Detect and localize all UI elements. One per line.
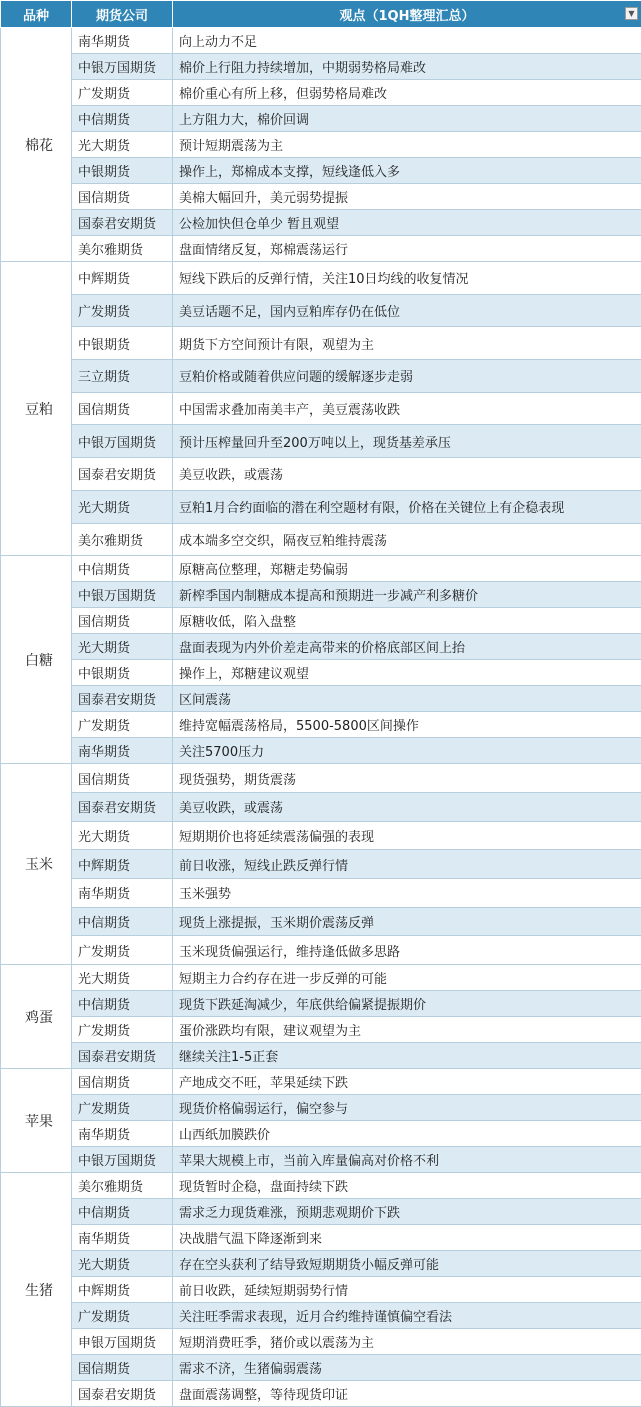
view-cell[interactable]: 维持宽幅震荡格局，5500-5800区间操作 (173, 712, 641, 738)
view-cell[interactable]: 盘面情绪反复，郑棉震荡运行 (173, 236, 641, 262)
company-cell[interactable]: 国信期货 (72, 184, 173, 210)
view-cell[interactable]: 豆粕1月合约面临的潜在利空题材有限，价格在关键位上有企稳表现 (173, 490, 641, 523)
view-cell[interactable]: 预计短期震荡为主 (173, 132, 641, 158)
company-cell[interactable]: 中辉期货 (72, 262, 173, 295)
table-row (1, 425, 641, 458)
column-header-company[interactable]: 期货公司 (72, 1, 173, 28)
company-cell[interactable]: 国信期货 (72, 392, 173, 425)
view-cell[interactable]: 山西纸加膜跌价 (173, 1121, 641, 1147)
view-cell[interactable]: 需求不济，生猪偏弱震荡 (173, 1355, 641, 1381)
view-cell[interactable]: 现货暂时企稳，盘面持续下跌 (173, 1173, 641, 1199)
filter-dropdown-icon[interactable]: ▼ (625, 7, 638, 20)
company-cell[interactable]: 中辉期货 (72, 850, 173, 879)
category-cell[interactable]: 白糖 (1, 556, 72, 764)
view-cell[interactable]: 短期期价也将延续震荡偏强的表现 (173, 821, 641, 850)
table-row (1, 686, 641, 712)
company-cell[interactable]: 广发期货 (72, 294, 173, 327)
view-cell[interactable]: 盘面震荡调整，等待现货印证 (173, 1381, 641, 1407)
company-cell[interactable]: 光大期货 (72, 490, 173, 523)
table-body (1, 28, 641, 1407)
table-row (1, 821, 641, 850)
category-cell[interactable]: 生猪 (1, 1173, 72, 1407)
view-cell[interactable]: 需求乏力现货难涨，预期悲观期价下跌 (173, 1199, 641, 1225)
table-row (1, 106, 641, 132)
category-cell[interactable]: 苹果 (1, 1069, 72, 1173)
table-row (1, 132, 641, 158)
table-row (1, 236, 641, 262)
view-cell[interactable]: 上方阻力大，棉价回调 (173, 106, 641, 132)
company-cell[interactable]: 广发期货 (72, 1303, 173, 1329)
category-cell[interactable]: 豆粕 (1, 262, 72, 556)
company-cell[interactable]: 国泰君安期货 (72, 1043, 173, 1069)
view-cell[interactable]: 棉价重心有所上移，但弱势格局难改 (173, 80, 641, 106)
company-cell[interactable]: 广发期货 (72, 712, 173, 738)
table-row (1, 738, 641, 764)
company-cell[interactable]: 国信期货 (72, 1069, 173, 1095)
table-row (1, 764, 641, 793)
column-header-view[interactable] (173, 1, 641, 28)
view-cell[interactable]: 美豆话题不足，国内豆粕库存仍在低位 (173, 294, 641, 327)
company-cell[interactable]: 南华期货 (72, 878, 173, 907)
company-cell[interactable]: 光大期货 (72, 132, 173, 158)
view-cell[interactable]: 操作上，郑糖建议观望 (173, 660, 641, 686)
company-cell[interactable]: 广发期货 (72, 80, 173, 106)
view-cell[interactable]: 期货下方空间预计有限，观望为主 (173, 327, 641, 360)
company-cell[interactable]: 国信期货 (72, 1355, 173, 1381)
company-cell[interactable]: 中银万国期货 (72, 1147, 173, 1173)
table-row (1, 582, 641, 608)
header-row (1, 1, 641, 28)
table-row (1, 1329, 641, 1355)
view-cell[interactable]: 原糖收低，陷入盘整 (173, 608, 641, 634)
company-cell[interactable]: 中信期货 (72, 556, 173, 582)
view-cell[interactable]: 关注旺季需求表现，近月合约维持谨慎偏空看法 (173, 1303, 641, 1329)
table-row (1, 878, 641, 907)
table-row (1, 660, 641, 686)
view-cell[interactable]: 现货价格偏弱运行，偏空参与 (173, 1095, 641, 1121)
view-cell[interactable]: 短期主力合约存在进一步反弹的可能 (173, 965, 641, 991)
company-cell[interactable]: 中银万国期货 (72, 582, 173, 608)
column-header-view-label: 观点（1QH整理汇总） (340, 9, 475, 24)
company-cell[interactable]: 国信期货 (72, 608, 173, 634)
view-cell[interactable]: 现货上涨提振，玉米期价震荡反弹 (173, 907, 641, 936)
table-row (1, 1225, 641, 1251)
view-cell[interactable]: 美豆收跌，或震荡 (173, 792, 641, 821)
company-cell[interactable]: 中信期货 (72, 106, 173, 132)
column-header-category[interactable]: 品种 (1, 1, 72, 28)
table-row (1, 792, 641, 821)
company-cell[interactable]: 光大期货 (72, 965, 173, 991)
view-cell[interactable]: 成本端多空交织，隔夜豆粕维持震荡 (173, 523, 641, 556)
company-cell[interactable]: 南华期货 (72, 738, 173, 764)
table-row (1, 1121, 641, 1147)
company-cell[interactable]: 美尔雅期货 (72, 523, 173, 556)
view-cell[interactable]: 玉米现货偏强运行，维持逢低做多思路 (173, 936, 641, 965)
view-cell[interactable]: 现货下跌延淘减少，年底供给偏紧提振期价 (173, 991, 641, 1017)
view-cell[interactable]: 棉价上行阻力持续增加，中期弱势格局难改 (173, 54, 641, 80)
table-row (1, 907, 641, 936)
company-cell[interactable]: 中银万国期货 (72, 425, 173, 458)
view-cell[interactable]: 现货强势，期货震荡 (173, 764, 641, 793)
table-row (1, 184, 641, 210)
company-cell[interactable]: 广发期货 (72, 1017, 173, 1043)
view-cell[interactable]: 前日收涨，短线止跌反弹行情 (173, 850, 641, 879)
table-row (1, 523, 641, 556)
table-row (1, 490, 641, 523)
view-cell[interactable]: 存在空头获利了结导致短期期货小幅反弹可能 (173, 1251, 641, 1277)
company-cell[interactable]: 光大期货 (72, 1251, 173, 1277)
view-cell[interactable]: 公检加快但仓单少 暂且观望 (173, 210, 641, 236)
table-row (1, 1251, 641, 1277)
table-row (1, 1095, 641, 1121)
table-row (1, 1199, 641, 1225)
company-cell[interactable]: 美尔雅期货 (72, 1173, 173, 1199)
company-cell[interactable]: 国泰君安期货 (72, 1381, 173, 1407)
view-cell[interactable]: 区间震荡 (173, 686, 641, 712)
category-cell[interactable]: 棉花 (1, 28, 72, 262)
view-cell[interactable]: 产地成交不旺，苹果延续下跌 (173, 1069, 641, 1095)
table-row (1, 262, 641, 295)
company-cell[interactable]: 中信期货 (72, 1199, 173, 1225)
table-row (1, 1043, 641, 1069)
company-cell[interactable]: 广发期货 (72, 1095, 173, 1121)
table-row (1, 712, 641, 738)
table-row (1, 850, 641, 879)
company-cell[interactable]: 光大期货 (72, 821, 173, 850)
company-cell[interactable]: 中辉期货 (72, 1277, 173, 1303)
view-cell[interactable]: 豆粕价格或随着供应问题的缓解逐步走弱 (173, 360, 641, 393)
company-cell[interactable]: 国泰君安期货 (72, 686, 173, 712)
table-row (1, 556, 641, 582)
company-cell[interactable]: 南华期货 (72, 1121, 173, 1147)
company-cell[interactable]: 中信期货 (72, 907, 173, 936)
table-row (1, 1277, 641, 1303)
table-row (1, 1017, 641, 1043)
company-cell[interactable]: 中银万国期货 (72, 54, 173, 80)
table-row (1, 936, 641, 965)
table-row (1, 360, 641, 393)
company-cell[interactable]: 中银期货 (72, 327, 173, 360)
company-cell[interactable]: 光大期货 (72, 634, 173, 660)
table-row (1, 1381, 641, 1407)
company-cell[interactable]: 中信期货 (72, 991, 173, 1017)
table-row (1, 1173, 641, 1199)
view-cell[interactable]: 盘面表现为内外价差走高带来的价格底部区间上抬 (173, 634, 641, 660)
company-cell[interactable]: 南华期货 (72, 28, 173, 54)
company-cell[interactable]: 美尔雅期货 (72, 236, 173, 262)
view-cell[interactable]: 苹果大规模上市，当前入库量偏高对价格不利 (173, 1147, 641, 1173)
table-row (1, 327, 641, 360)
company-cell[interactable]: 广发期货 (72, 936, 173, 965)
company-cell[interactable]: 三立期货 (72, 360, 173, 393)
company-cell[interactable]: 南华期货 (72, 1225, 173, 1251)
view-cell[interactable]: 新榨季国内制糖成本提高和预期进一步减产利多糖价 (173, 582, 641, 608)
category-cell[interactable]: 玉米 (1, 764, 72, 965)
category-cell[interactable]: 鸡蛋 (1, 965, 72, 1069)
view-cell[interactable]: 美豆收跌，或震荡 (173, 458, 641, 491)
table-row (1, 608, 641, 634)
table-row (1, 294, 641, 327)
company-cell[interactable]: 国信期货 (72, 764, 173, 793)
table-row (1, 392, 641, 425)
table-row (1, 1303, 641, 1329)
company-cell[interactable]: 国泰君安期货 (72, 210, 173, 236)
view-cell[interactable]: 短期消费旺季，猪价或以震荡为主 (173, 1329, 641, 1355)
company-cell[interactable]: 申银万国期货 (72, 1329, 173, 1355)
company-cell[interactable]: 中银期货 (72, 158, 173, 184)
company-cell[interactable]: 国泰君安期货 (72, 458, 173, 491)
table-row (1, 458, 641, 491)
table-row (1, 1355, 641, 1381)
view-cell[interactable]: 操作上，郑棉成本支撑，短线逢低入多 (173, 158, 641, 184)
table-row (1, 634, 641, 660)
table-row (1, 158, 641, 184)
table-row (1, 1147, 641, 1173)
view-cell[interactable]: 短线下跌后的反弹行情，关注10日均线的收复情况 (173, 262, 641, 295)
table-row (1, 991, 641, 1017)
view-cell[interactable]: 美棉大幅回升，美元弱势提振 (173, 184, 641, 210)
table-row (1, 1069, 641, 1095)
view-cell[interactable]: 蛋价涨跌均有限，建议观望为主 (173, 1017, 641, 1043)
view-cell[interactable]: 预计压榨量回升至200万吨以上，现货基差承压 (173, 425, 641, 458)
company-cell[interactable]: 国泰君安期货 (72, 792, 173, 821)
company-cell[interactable]: 中银期货 (72, 660, 173, 686)
view-cell[interactable]: 中国需求叠加南美丰产，美豆震荡收跌 (173, 392, 641, 425)
table-row (1, 210, 641, 236)
view-cell[interactable]: 关注5700压力 (173, 738, 641, 764)
view-cell[interactable]: 向上动力不足 (173, 28, 641, 54)
table-row (1, 28, 641, 54)
table-row (1, 54, 641, 80)
table-row (1, 80, 641, 106)
view-cell[interactable]: 决战腊气温下降逐渐到来 (173, 1225, 641, 1251)
table-row (1, 965, 641, 991)
view-cell[interactable]: 原糖高位整理，郑糖走势偏弱 (173, 556, 641, 582)
view-cell[interactable]: 继续关注1-5正套 (173, 1043, 641, 1069)
view-cell[interactable]: 玉米强势 (173, 878, 641, 907)
view-cell[interactable]: 前日收跌，延续短期弱势行情 (173, 1277, 641, 1303)
